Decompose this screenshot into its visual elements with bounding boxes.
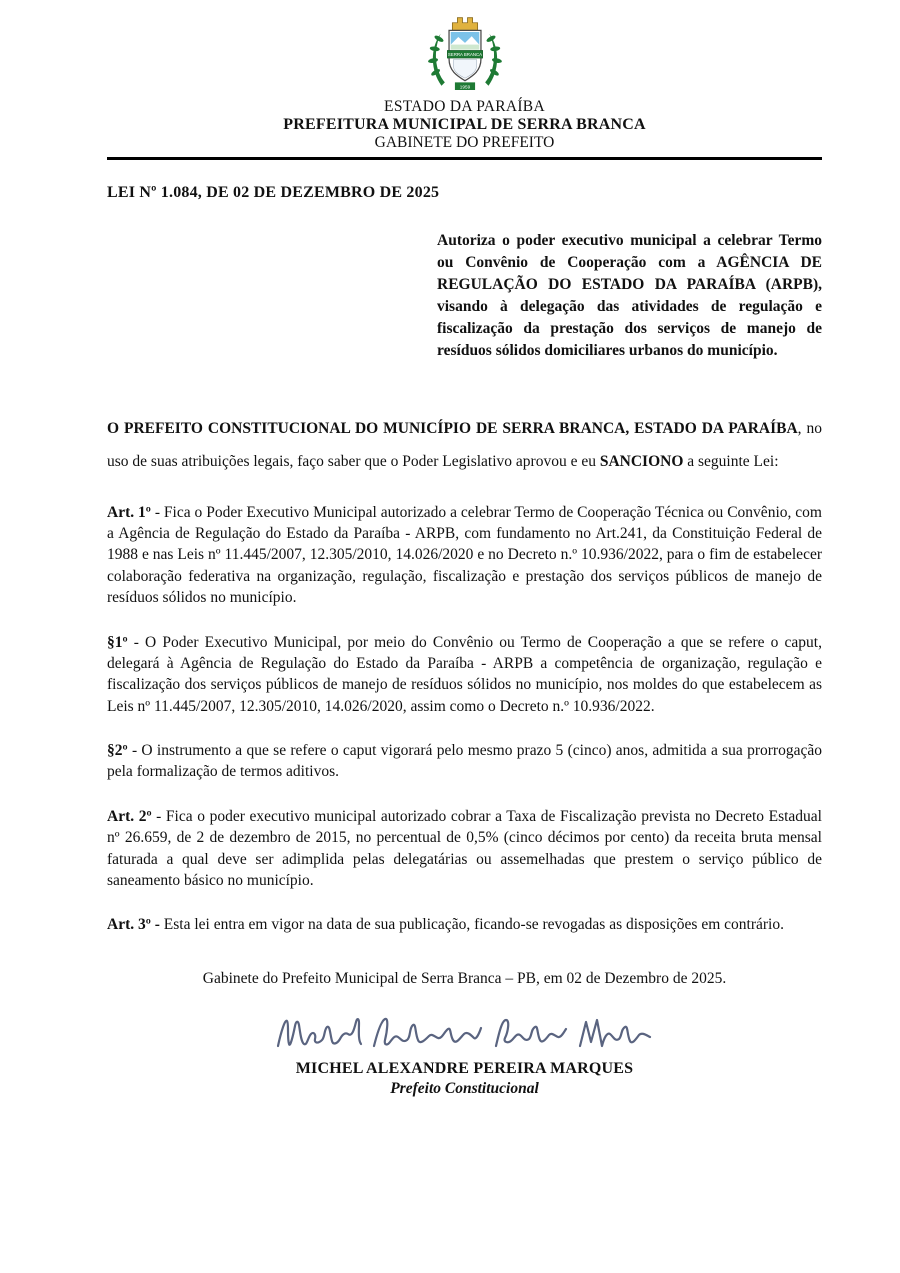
preamble-authority-bold: O PREFEITO CONSTITUCIONAL DO MUNICÍPIO DE SERRA BRANCA, ESTADO DA PARAÍBA — [107, 420, 798, 437]
preamble — [107, 412, 822, 479]
letterhead-municipality: PREFEITURA MUNICIPAL DE SERRA BRANCA — [283, 116, 646, 133]
coat-of-arms-icon — [423, 10, 507, 96]
closing-dateline: Gabinete do Prefeito Municipal de Serra Branca – PB, em 02 de Dezembro de 2025. — [202, 969, 727, 987]
shield-icon — [447, 30, 482, 80]
signature-strokes — [278, 1018, 650, 1045]
paragraph-1-text: - O Poder Executivo Municipal, por meio do Convênio ou Termo de Cooperação a que se refere o caput, delegará à Agência de Regulação do Estado da Paraíba - ARPB a competência de organização, regulação e fiscalização dos serviços públicos de manejo de resíduos sólidos no município, nos moldes do que estabelecem as Leis nº 11.445/2007, 12.305/2010, 14.026/2020, assim como o Decreto n.º 10.936/2022. — [107, 633, 822, 715]
mural-crown-icon — [452, 18, 477, 31]
article-3-lead: Art. 3º - — [107, 916, 160, 934]
law-title: LEI Nº 1.084, DE 02 DE DEZEMBRO DE 2025 — [107, 184, 440, 201]
article-3 — [107, 914, 822, 935]
article-2-text: - Fica o poder executivo municipal autorizado cobrar a Taxa de Fiscalização prevista no Decreto Estadual nº 26.659, de 2 de dezembro de 2015, no percentual de 0,5% (cinco décimos por cento) da receita bruta mensal faturada a qual deve ser adimplida pelas delegatárias ou assemelhadas que prestem o serviço público de saneamento básico no município. — [107, 807, 822, 889]
article-3-text: Esta lei entra em vigor na data de sua publicação, ficando-se revogadas as disposições em contrário. — [159, 916, 784, 934]
signatory-role: Prefeito Constitucional — [390, 1079, 539, 1097]
law-summary-ementa: Autoriza o poder executivo municipal a celebrar Termo ou Convênio de Cooperação com a AGÊNCIA DE REGULAÇÃO DO ESTADO DA PARAÍBA (ARPB), visando à delegação das atividades de regulação e fiscalização da prestação dos serviços de manejo de resíduos sólidos domiciliares urbanos do município. — [437, 232, 822, 359]
letterhead-office: GABINETE DO PREFEITO — [374, 134, 555, 151]
letterhead-state: ESTADO DA PARAÍBA — [384, 98, 545, 115]
article-1-text: - Fica o Poder Executivo Municipal autorizado a celebrar Termo de Cooperação Técnica ou Convênio, com a Agência de Regulação do Estado da Paraíba - ARPB, com fundamento no Art.241, da Constituição Federal de 1988 e nas Leis nº 11.445/2007, 12.305/2010, 14.026/2020 e no Decreto n.º 10.936/2022, para o fim de estabelecer colaboração federativa na organização, regulação, fiscalização e prestação dos serviços públicos de manejo de resíduos sólidos no município. — [107, 503, 822, 607]
article-2-lead: Art. 2º — [107, 807, 152, 825]
crest-year-text: 1959 — [459, 84, 470, 90]
preamble-text-1: , no uso de suas atribuições legais, faço saber que o Poder Legislativo aprovou e eu — [107, 420, 822, 471]
crest-year-scroll-icon — [454, 82, 474, 90]
paragraph-2-lead: §2º — [107, 742, 128, 759]
article-1-lead: Art. 1º — [107, 503, 151, 521]
preamble-sanction-bold: SANCIONO — [599, 453, 684, 471]
preamble-text-2: a seguinte Lei: — [683, 453, 779, 471]
signature-handwriting-icon — [270, 1006, 660, 1060]
header-divider — [107, 157, 822, 160]
letterhead — [107, 10, 822, 160]
crest-banner-text: SERRA BRANCA — [447, 52, 482, 58]
signature-block — [107, 1006, 822, 1098]
article-1 — [107, 502, 822, 609]
paragraph-2-text: - O instrumento a que se refere o caput vigorará pelo mesmo prazo 5 (cinco) anos, admitida a sua prorrogação pela formalização de termos aditivos. — [107, 742, 822, 781]
paragraph-1-lead: §1º — [107, 633, 128, 651]
signatory-name: MICHEL ALEXANDRE PEREIRA MARQUES — [295, 1059, 634, 1077]
article-2 — [107, 806, 822, 892]
article-1-paragraph-1 — [107, 632, 822, 718]
article-1-paragraph-2 — [107, 740, 822, 783]
